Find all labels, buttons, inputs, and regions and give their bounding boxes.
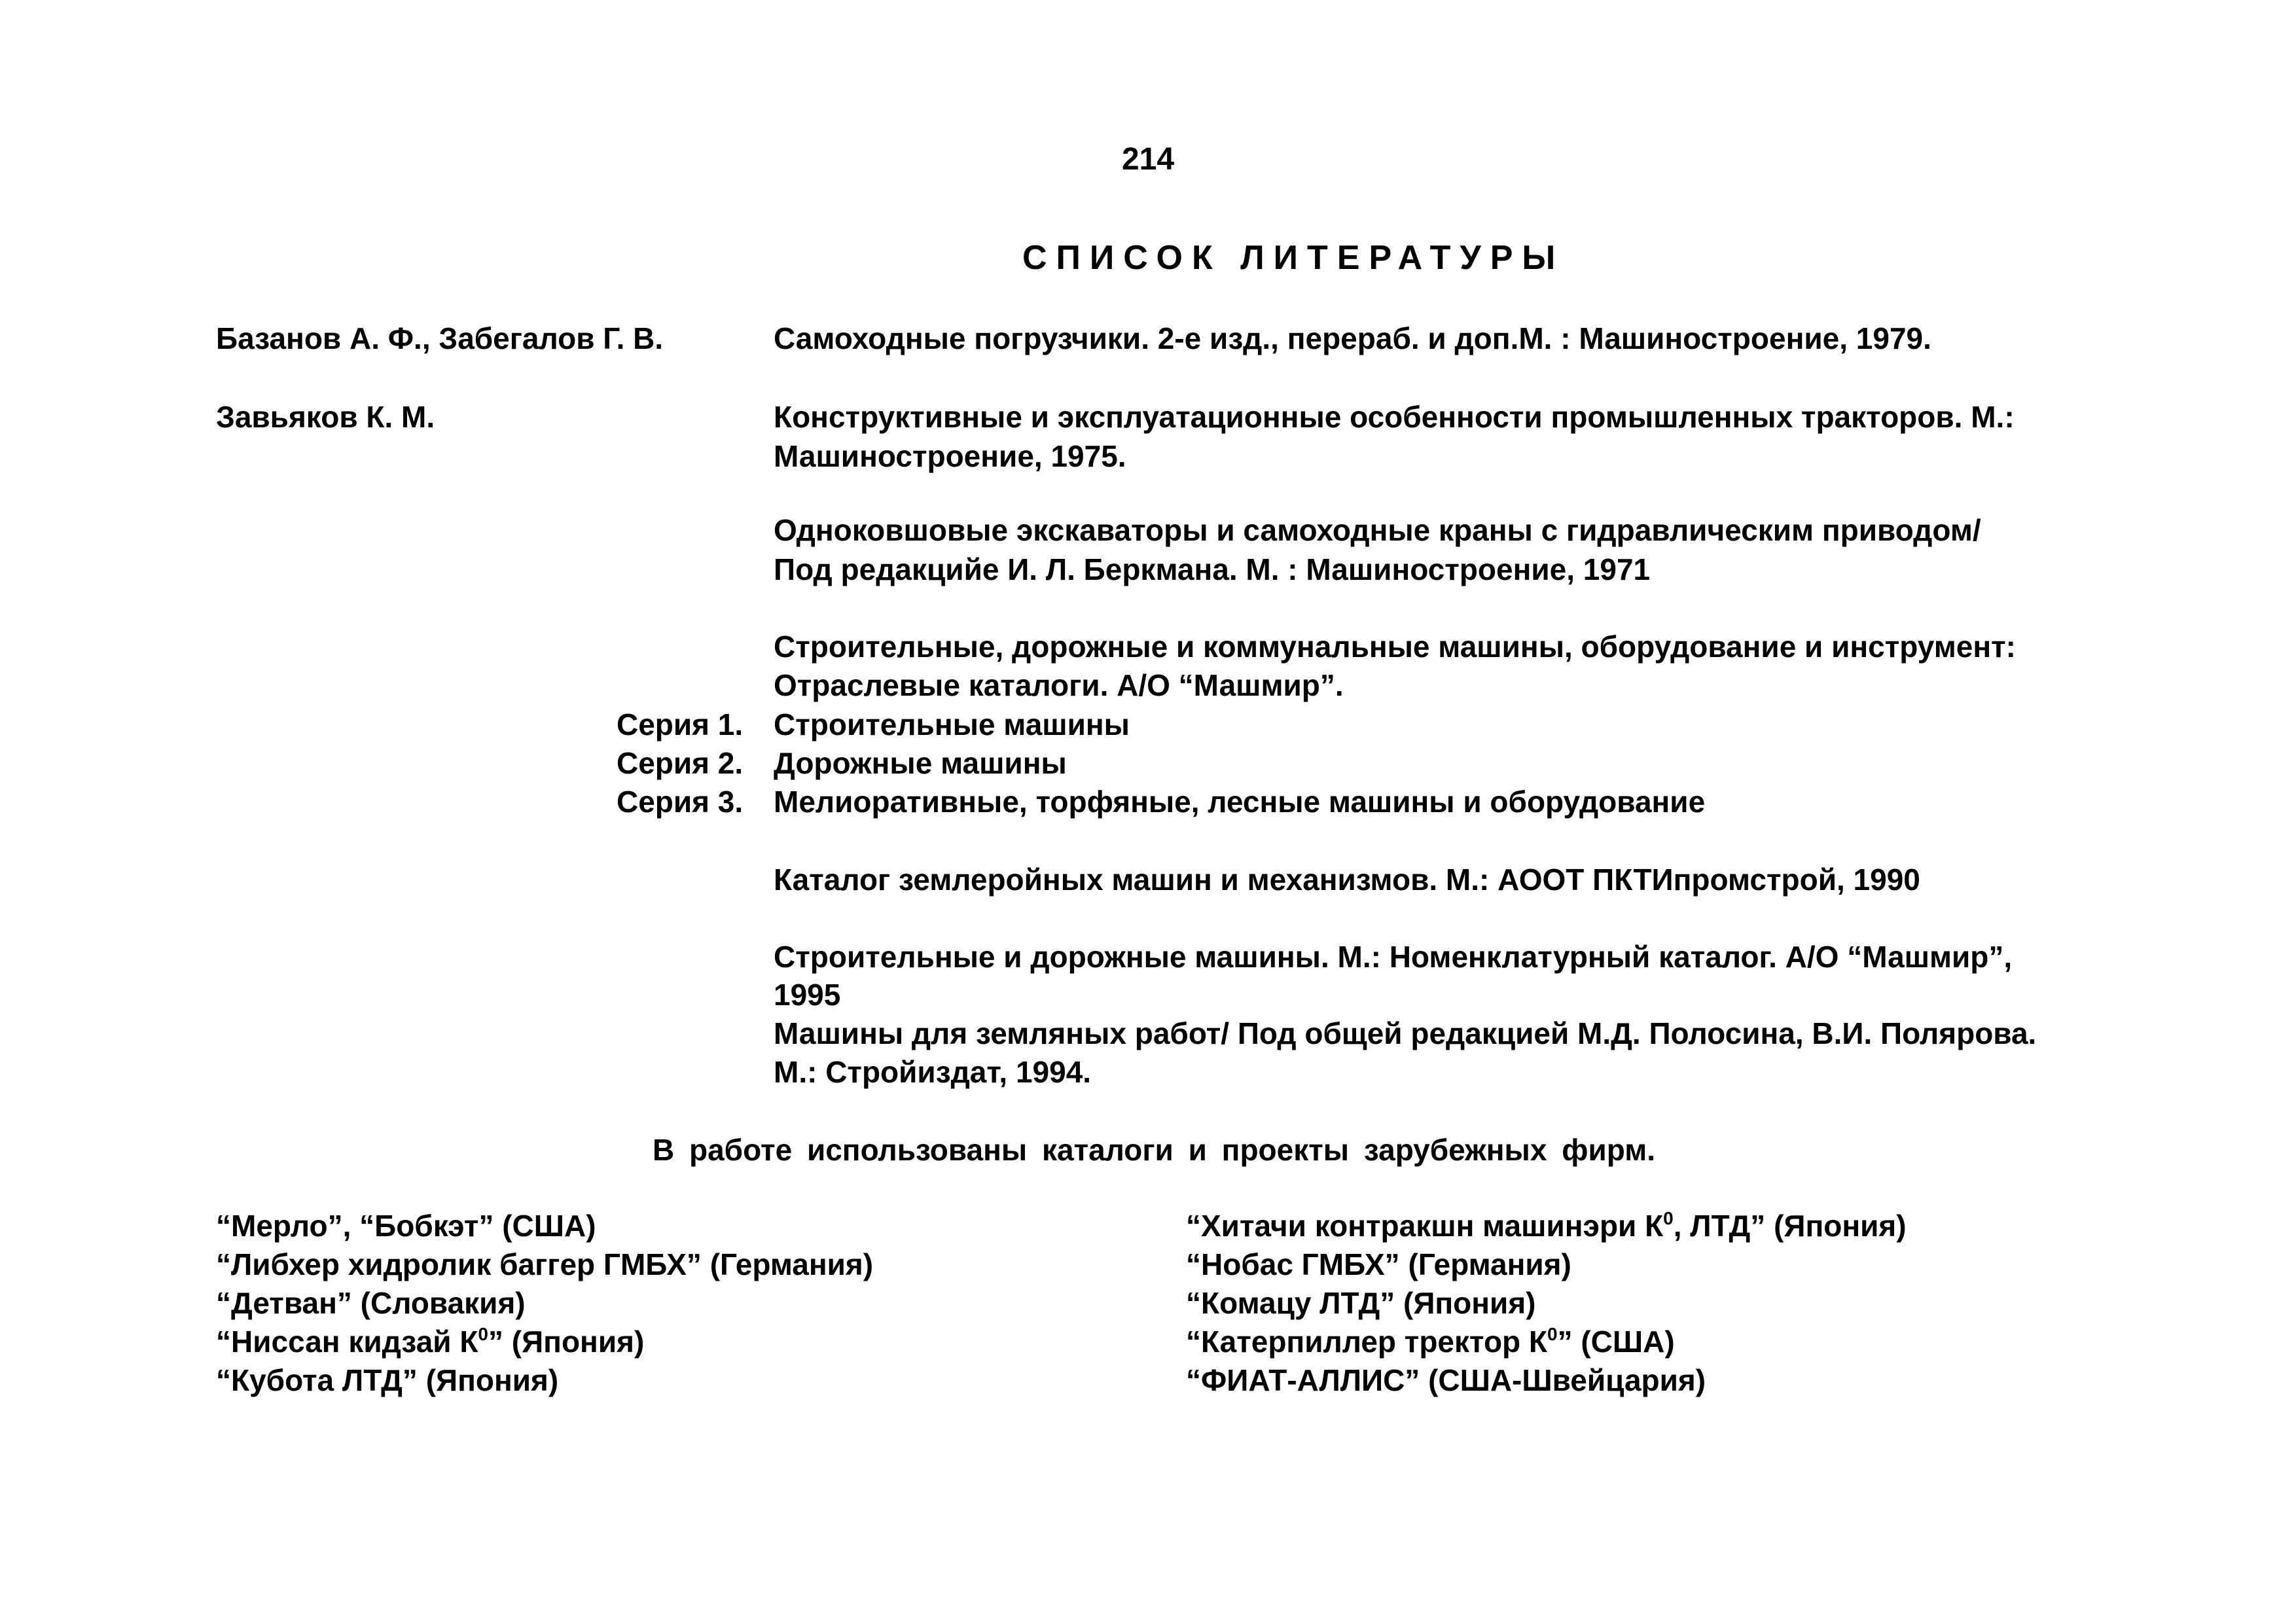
series-text: Мелиоративные, торфяные, лесные машины и оборудование: [774, 785, 1706, 819]
series-text: Строительные машины: [774, 707, 1130, 741]
reference-line: Строительные и дорожные машины. М.: Номенклатурный каталог. А/О “Машмир”,: [774, 940, 2013, 974]
firm-list-item: “Катерпиллер тректор $К^0$” (США): [1186, 1324, 1675, 1359]
reference-line: Каталог землеройных машин и механизмов. М.: АООТ ПКТИпромстрой, 1990: [774, 863, 1920, 897]
firm-list-item: “Хитачи контракшн машинэри $К^0$, ЛТД” (Япония): [1186, 1208, 1907, 1243]
firm-list-item: “Либхер хидролик баггер ГМБХ” (Германия): [216, 1247, 874, 1281]
reference-line: 1995: [774, 978, 841, 1012]
series-text: Дорожные машины: [774, 746, 1067, 780]
series-label: Серия 1.: [617, 707, 744, 741]
reference-line: Самоходные погрузчики. 2-е изд., перераб. и доп.М. : Машиностроение, 1979.: [774, 321, 1931, 355]
series-label: Серия 2.: [617, 746, 744, 780]
series-label: Серия 3.: [617, 785, 744, 819]
reference-line: Конструктивные и эксплуатационные особенности промышленных тракторов. М.:: [774, 400, 2015, 434]
firm-list-item: “Ниссан кидзай $К^0$” (Япония): [216, 1324, 645, 1359]
foreign-firms-heading: В работе использованы каталоги и проекты зарубежных фирм.: [653, 1133, 1656, 1167]
reference-line: Строительные, дорожные и коммунальные машины, оборудование и инструмент:: [774, 630, 2016, 664]
reference-line: М.: Стройиздат, 1994.: [774, 1055, 1092, 1089]
page-title: СПИСОК ЛИТЕРАТУРЫ: [1022, 239, 1565, 277]
reference-author: Завьяков К. М.: [216, 400, 435, 434]
reference-line: Машиностроение, 1975.: [774, 439, 1126, 473]
firm-list-item: “Кубота ЛТД” (Япония): [216, 1363, 559, 1397]
reference-author: Базанов А. Ф., Забегалов Г. В.: [216, 321, 664, 355]
firm-list-item: “Комацу ЛТД” (Япония): [1186, 1286, 1536, 1320]
firm-list-item: “Детван” (Словакия): [216, 1286, 526, 1320]
page-number: 214: [1121, 142, 1175, 177]
reference-line: Машины для земляных работ/ Под общей редакцией М.Д. Полосина, В.И. Полярова.: [774, 1016, 2037, 1050]
reference-line: Под редакцийе И. Л. Беркмана. М. : Машиностроение, 1971: [774, 552, 1651, 586]
firm-list-item: “ФИАТ-АЛЛИС” (США-Швейцария): [1186, 1363, 1706, 1397]
firm-list-item: “Нобас ГМБХ” (Германия): [1186, 1247, 1571, 1281]
firm-list-item: “Мерло”, “Бобкэт” (США): [216, 1209, 596, 1243]
reference-line: Одноковшовые экскаваторы и самоходные краны с гидравлическим приводом/: [774, 513, 1981, 547]
reference-line: Отраслевые каталоги. А/О “Машмир”.: [774, 668, 1344, 702]
